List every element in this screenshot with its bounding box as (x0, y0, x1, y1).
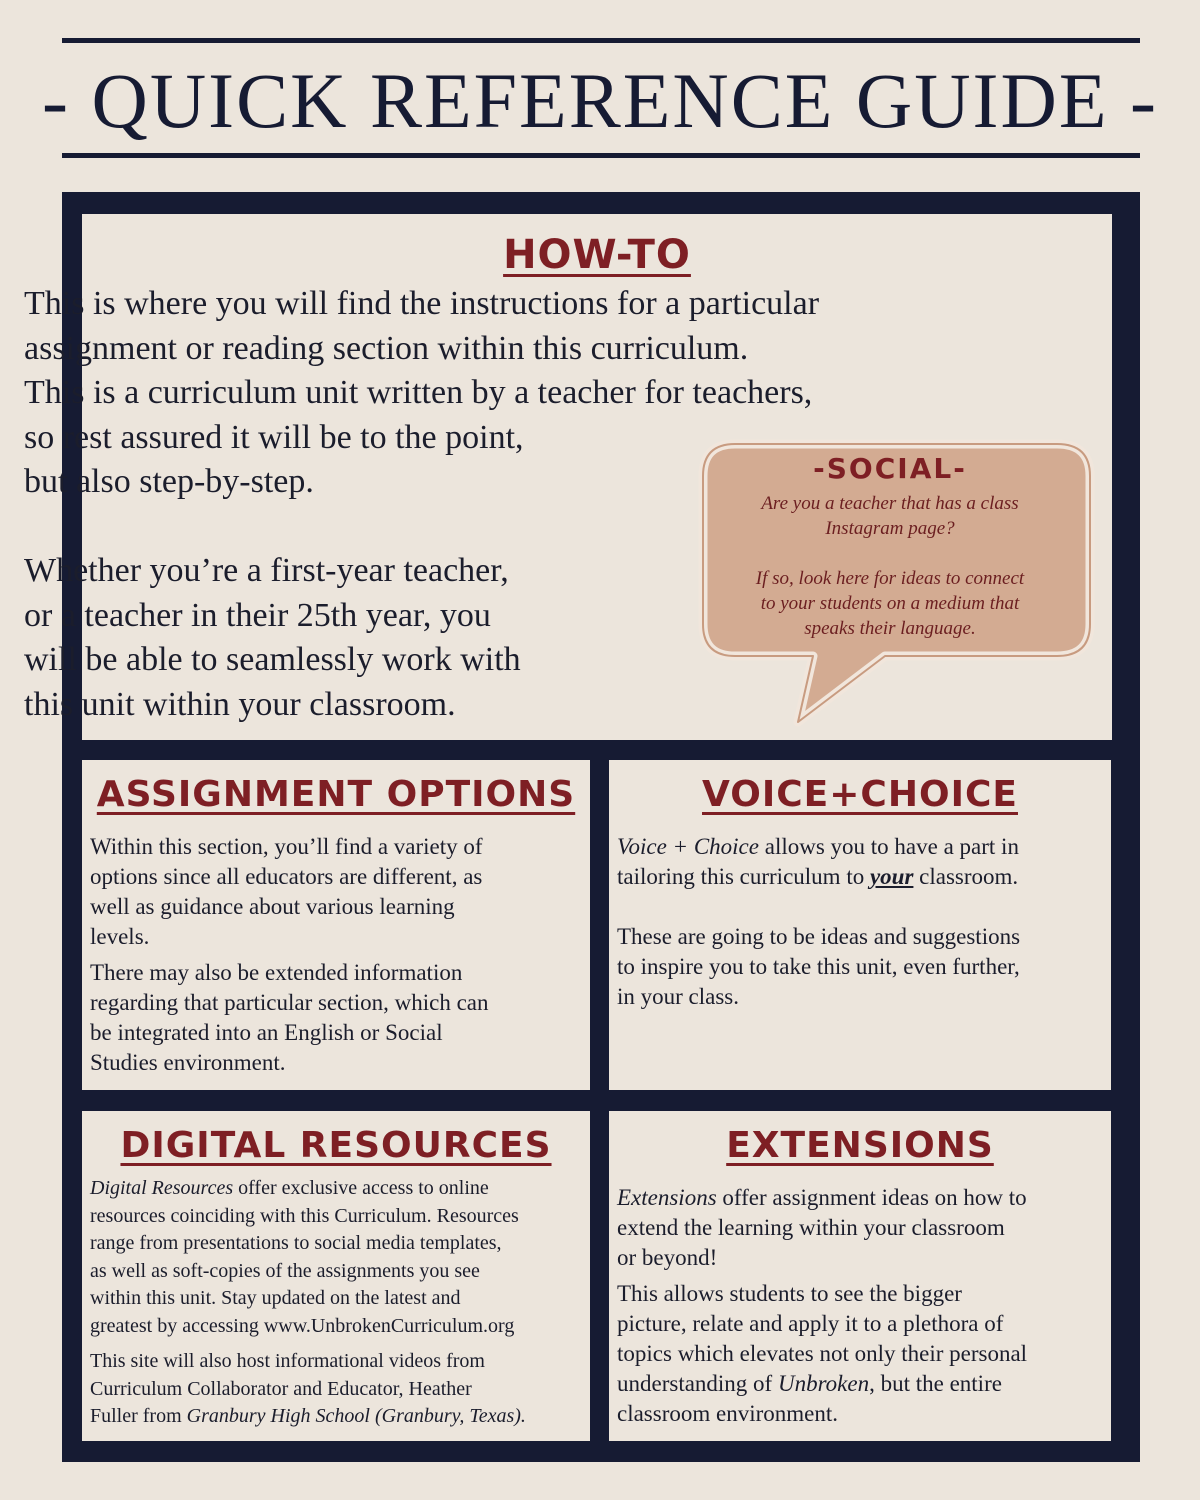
text-line: There may also be extended information (90, 960, 463, 985)
assignment-options-panel (82, 760, 590, 1090)
digital-resources-body (90, 1175, 586, 1439)
page-title: - QUICK REFERENCE GUIDE - (42, 57, 1158, 144)
text-line: as well as soft-copies of the assignments you see (90, 1259, 480, 1282)
text-line: Extensions offer assignment ideas on how to (617, 1185, 1027, 1210)
text-line: Curriculum Collaborator and Educator, Heather (90, 1377, 472, 1400)
social-paragraph-1 (715, 491, 1065, 541)
text-line: classroom environment. (617, 1401, 839, 1426)
digital-resources-term: Digital Resources (90, 1177, 234, 1199)
top-rule (62, 38, 1140, 43)
voice-choice-term: Voice + Choice (617, 834, 759, 859)
text-line: be integrated into an English or Social (90, 1020, 443, 1045)
text-line: Fuller from Granbury High School (Granbury, Texas). (90, 1405, 526, 1427)
text-line: picture, relate and apply it to a plethora of (617, 1311, 1004, 1336)
text-line: levels. (90, 924, 150, 949)
text-line: to inspire you to take this unit, even further, (617, 954, 1020, 979)
text-line: These are going to be ideas and suggestions (617, 924, 1021, 949)
digital-resources-panel (82, 1111, 590, 1441)
text-line: Instagram page? (825, 518, 955, 539)
text-line: This allows students to see the bigger (617, 1281, 962, 1306)
text-line: This is where you will find the instructions for a particular (24, 285, 820, 322)
your-emphasis: your (869, 864, 914, 889)
extensions-panel (609, 1111, 1111, 1441)
text-line: Voice + Choice allows you to have a part in (617, 834, 1019, 859)
assignment-options-heading: ASSIGNMENT OPTIONS (96, 774, 576, 815)
digital-resources-heading: DIGITAL RESOURCES (120, 1125, 552, 1166)
voice-choice-panel (609, 760, 1111, 1090)
text-line: to your students on a medium that (760, 593, 1020, 614)
voice-choice-body (617, 832, 1107, 1018)
howto-heading: HOW-TO (503, 232, 691, 278)
voice-choice-heading: VOICE+CHOICE (702, 774, 1018, 815)
text-line: but also step-by-step. (24, 463, 314, 500)
text-line: speaks their language. (804, 618, 976, 639)
text-line: If so, look here for ideas to connect (755, 568, 1025, 589)
assignment-options-paragraph-2 (90, 958, 586, 1078)
text-line: extend the learning within your classroom (617, 1215, 1005, 1240)
text-line: this unit within your classroom. (24, 685, 456, 723)
text-line: tailoring this curriculum to your classroom. (617, 864, 1019, 889)
extensions-heading: EXTENSIONS (726, 1125, 994, 1166)
text-line: within this unit. Stay updated on the latest and (90, 1287, 461, 1309)
text-line: will be able to seamlessly work with (24, 641, 521, 678)
extensions-body (617, 1183, 1107, 1435)
social-title: -SOCIAL- (813, 452, 967, 485)
text-line: or beyond! (617, 1245, 718, 1270)
digital-resources-paragraph-1 (90, 1175, 586, 1340)
text-line: so rest assured it will be to the point, (24, 418, 524, 456)
text-line: or a teacher in their 25th year, you (24, 596, 491, 634)
text-line: well as guidance about various learning (90, 894, 455, 919)
text-line: Digital Resources offer exclusive access to online (90, 1177, 489, 1199)
text-line: understanding of Unbroken, but the entire (617, 1371, 1002, 1396)
assignment-options-body (90, 832, 586, 1084)
text-line: Are you a teacher that has a class (761, 493, 1019, 514)
extensions-paragraph-1 (617, 1183, 1107, 1273)
text-line: This site will also host informational videos from (90, 1350, 485, 1372)
voice-choice-paragraph-1 (617, 832, 1107, 892)
text-line: Studies environment. (90, 1050, 286, 1075)
text-line: resources coinciding with this Curriculum. Resources (90, 1204, 519, 1227)
assignment-options-paragraph-1 (90, 832, 586, 952)
extensions-term: Extensions (617, 1185, 717, 1210)
text-line: Whether you’re a first-year teacher, (24, 552, 509, 589)
social-paragraph-2 (715, 566, 1065, 641)
bottom-rule (62, 153, 1140, 158)
text-line: greatest by accessing www.UnbrokenCurriculum.org (90, 1314, 515, 1337)
text-line: assignment or reading section within this curriculum. (24, 329, 749, 367)
voice-choice-paragraph-2 (617, 922, 1107, 1012)
text-line: options since all educators are different, as (90, 864, 483, 889)
text-line: topics which elevates not only their personal (617, 1341, 1028, 1366)
text-line: range from presentations to social media templates, (90, 1232, 502, 1254)
social-speech-bubble (695, 436, 1100, 736)
text-line: Within this section, you’ll find a variety of (90, 834, 483, 859)
text-line: This is a curriculum unit written by a teacher for teachers, (24, 374, 813, 411)
text-line: in your class. (617, 984, 740, 1009)
text-line: regarding that particular section, which can (90, 990, 489, 1015)
digital-resources-paragraph-2 (90, 1348, 586, 1431)
extensions-paragraph-2 (617, 1279, 1107, 1429)
